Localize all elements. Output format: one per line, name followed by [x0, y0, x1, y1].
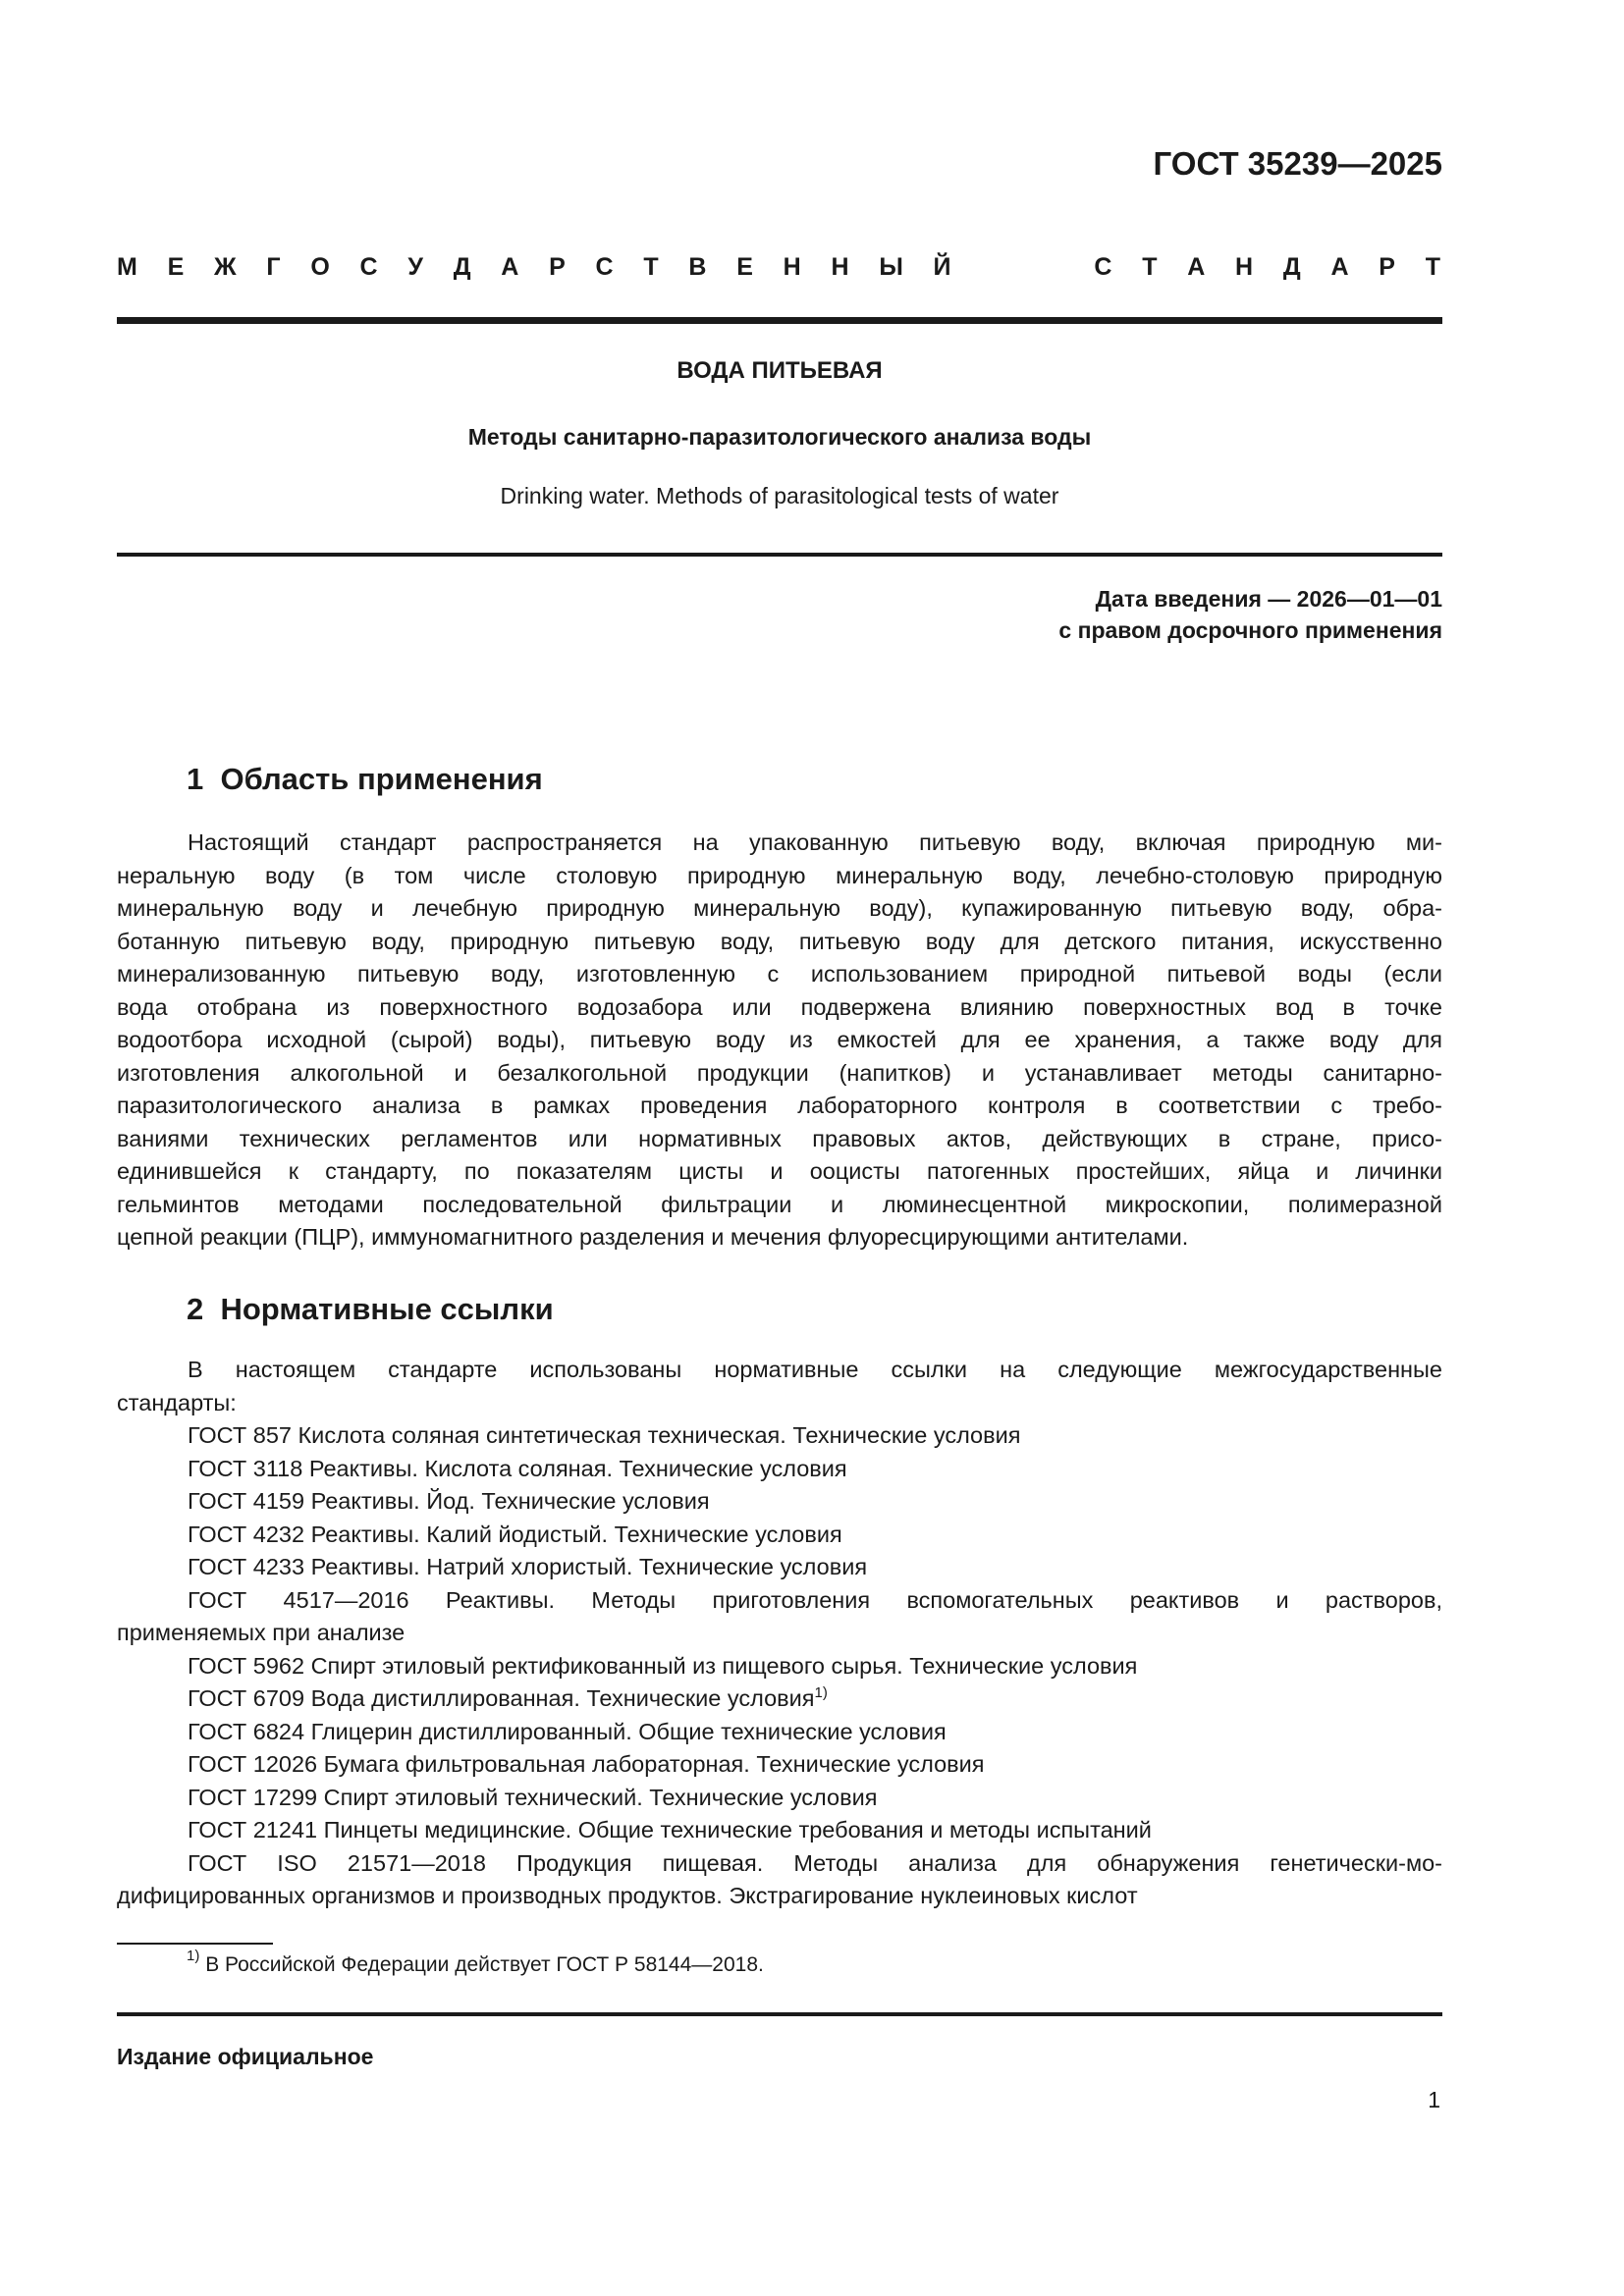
- text-line: [117, 1814, 1442, 1846]
- footnote-reference: 1): [814, 1684, 828, 1701]
- footnote: [187, 1948, 764, 1977]
- text-line-content: ГОСТ 21241 Пинцеты медицинские. Общие технические требования и методы испытаний: [188, 1817, 1152, 1842]
- text-line-content: В настоящем стандарте использованы нормативные ссылки на следующие межгосударственные: [188, 1357, 1442, 1382]
- text-line-content: ГОСТ 5962 Спирт этиловый ректификованный из пищевого сырья. Технические условия: [188, 1652, 1138, 1679]
- text-line: [117, 1584, 1442, 1617]
- text-line-content: минеральную воду и лечебную природную минеральную воду), купажированную питьевую воду, обра-: [117, 895, 1442, 921]
- text-line: [117, 1123, 1442, 1155]
- text-line: [117, 1551, 1442, 1583]
- text-line-content: ГОСТ 17299 Спирт этиловый технический. Технические условия: [188, 1784, 878, 1810]
- text-line-content: вода отобрана из поверхностного водозабора или подвержена влиянию поверхностных вод в точке: [117, 993, 1442, 1020]
- text-line-content: ГОСТ 4232 Реактивы. Калий йодистый. Технические условия: [188, 1521, 842, 1547]
- footer-rule: [117, 2012, 1442, 2016]
- text-line-content: стандарты:: [117, 1389, 237, 1415]
- text-line-content: ваниями технических регламентов или нормативных правовых актов, действующих в стране, присо-: [117, 1125, 1442, 1151]
- text-line: [117, 1387, 1442, 1419]
- text-line: [117, 1354, 1442, 1386]
- title-rule: [117, 553, 1442, 557]
- text-line: [117, 1519, 1442, 1551]
- text-line-content: водоотбора исходной (сырой) воды), питьевую воду из емкостей для ее хранения, а также воду для: [117, 1027, 1442, 1052]
- text-line: [117, 827, 1442, 859]
- effective-date: Дата введения — 2026—01—01: [1095, 586, 1442, 612]
- text-line: [117, 1617, 1442, 1649]
- english-title: Drinking water. Methods of parasitological tests of water: [500, 483, 1059, 508]
- standard-type: М Е Ж Г О С У Д А Р С Т В Е Н Н Ы Й С Т А Н Д А Р Т: [117, 253, 1442, 281]
- text-line: [117, 1090, 1442, 1122]
- text-line: [117, 1880, 1442, 1912]
- text-line: [117, 1748, 1442, 1781]
- early-application: с правом досрочного применения: [1058, 617, 1442, 643]
- text-line-content: неральную воду (в том числе столовую природную минеральную воду, лечебно-столовую природную: [117, 862, 1442, 888]
- text-line: [117, 1716, 1442, 1748]
- official-edition: Издание официальное: [117, 2044, 374, 2069]
- footnote-mark: 1): [187, 1948, 200, 1964]
- text-line: [117, 892, 1442, 925]
- text-line-content: ГОСТ 12026 Бумага фильтровальная лабораторная. Технические условия: [188, 1751, 985, 1777]
- text-line: [117, 1419, 1442, 1452]
- text-line: [117, 1847, 1442, 1880]
- header-rule: [117, 317, 1442, 324]
- text-line-content: ботанную питьевую воду, природную питьевую воду, питьевую воду для детского питания, искусственно: [117, 928, 1442, 954]
- section-1-heading: 1 Область применения: [187, 762, 543, 796]
- text-line: [117, 1485, 1442, 1518]
- document-subtitle: Методы санитарно-паразитологического анализа воды: [467, 424, 1092, 450]
- section-2-heading: 2 Нормативные ссылки: [187, 1292, 554, 1326]
- text-line: [117, 1682, 1442, 1715]
- text-line-content: цепной реакции (ПЦР), иммуномагнитного разделения и мечения флуоресцирующими антителами.: [117, 1224, 1189, 1250]
- text-line: [117, 1155, 1442, 1188]
- text-line-content: ГОСТ 4233 Реактивы. Натрий хлористый. Технические условия: [188, 1554, 868, 1579]
- text-line-content: дифицированных организмов и производных продуктов. Экстрагирование нуклеиновых кислот: [117, 1883, 1138, 1908]
- text-line-content: единившейся к стандарту, по показателям цисты и ооцисты патогенных простейших, яйца и личинки: [117, 1158, 1442, 1184]
- footnote-text: В Российской Федерации действует ГОСТ Р 58144—2018.: [205, 1953, 764, 1976]
- text-line-content: ГОСТ 857 Кислота соляная синтетическая техническая. Технические условия: [188, 1422, 1021, 1448]
- text-line: [117, 1782, 1442, 1814]
- footnote-separator: [117, 1943, 273, 1945]
- text-line: [117, 958, 1442, 990]
- text-line-content: ГОСТ 6709 Вода дистиллированная. Технические условия: [188, 1685, 815, 1711]
- text-line-content: ГОСТ 3118 Реактивы. Кислота соляная. Технические условия: [188, 1455, 847, 1481]
- text-line: [117, 1189, 1442, 1221]
- text-line-content: гельминтов методами последовательной фильтрации и люминесцентной микроскопии, полимеразной: [117, 1191, 1442, 1217]
- text-line-content: паразитологического анализа в рамках проведения лабораторного контроля в соответствии с требо-: [117, 1093, 1442, 1118]
- text-line-content: ГОСТ 4517—2016 Реактивы. Методы приготовления вспомогательных реактивов и растворов,: [188, 1586, 1442, 1613]
- text-line-content: ГОСТ 6824 Глицерин дистиллированный. Общие технические условия: [188, 1718, 947, 1744]
- text-line-content: ГОСТ 4159 Реактивы. Йод. Технические условия: [188, 1488, 710, 1514]
- text-line: [117, 1024, 1442, 1056]
- text-line-content: применяемых при анализе: [117, 1620, 406, 1645]
- document-title: ВОДА ПИТЬЕВАЯ: [677, 357, 883, 384]
- text-line: [117, 926, 1442, 958]
- text-line: [117, 1057, 1442, 1090]
- text-line-content: изготовления алкогольной и безалкогольной продукции (напитков) и устанавливает методы санитарно-: [117, 1059, 1442, 1086]
- text-line: [117, 1650, 1442, 1682]
- text-line: [117, 1221, 1442, 1254]
- text-line-content: минерализованную питьевую воду, изготовленную с использованием природной питьевой воды (если: [117, 961, 1442, 987]
- text-line-content: ГОСТ ISO 21571—2018 Продукция пищевая. Методы анализа для обнаружения генетически-мо-: [188, 1849, 1442, 1876]
- text-line-content: Настоящий стандарт распространяется на упакованную питьевую воду, включая природную ми-: [188, 829, 1442, 855]
- document-number: ГОСТ 35239—2025: [1153, 145, 1442, 182]
- text-line: [117, 1453, 1442, 1485]
- text-line: [117, 991, 1442, 1024]
- text-line: [117, 860, 1442, 892]
- page-number: 1: [1428, 2087, 1440, 2112]
